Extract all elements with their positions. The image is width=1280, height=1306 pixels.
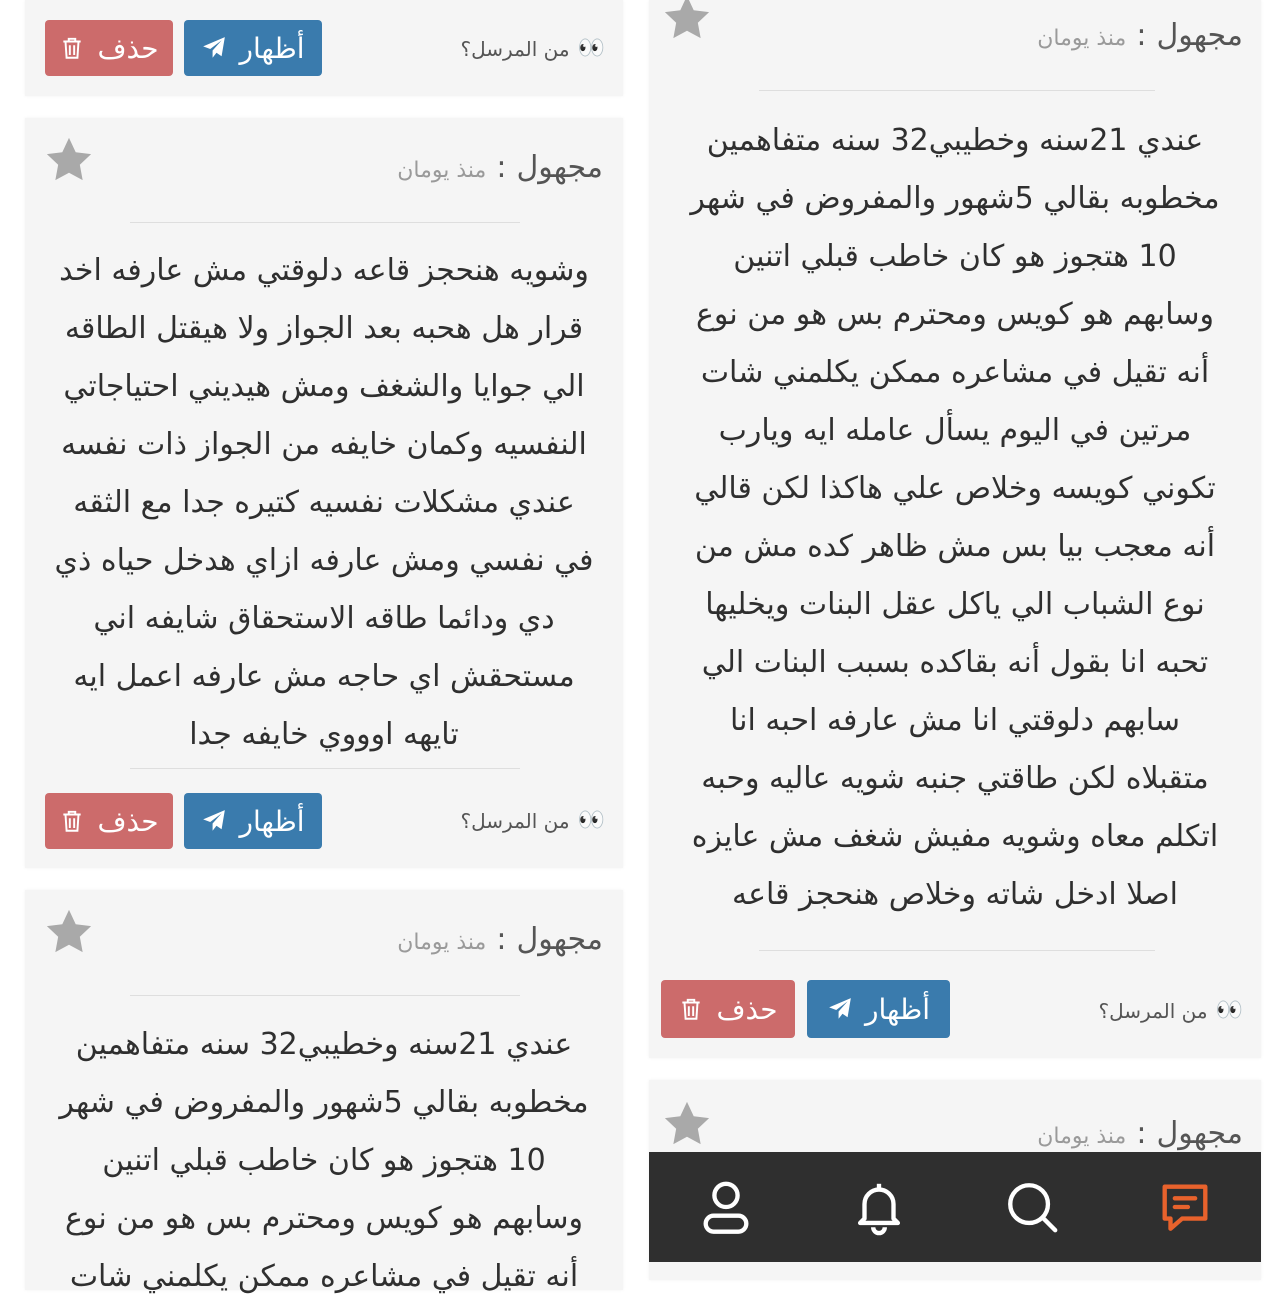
trash-icon bbox=[678, 996, 704, 1022]
sender-question: 👀 من المرسل؟ bbox=[460, 36, 601, 61]
message-header: مجهول : منذ يومان bbox=[1037, 1116, 1243, 1151]
message-text: عندي 21سنه وخطيبي32 سنه متفاهمين مخطوبه بقالي 5شهور والمفروض في شهر 10 هتجوز هو كان خاطب قبلي اتنين وسابهم هو كويس ومحترم بس هو من نوع أنه تقيل في مشاعره ممكن يكلمني شات bbox=[59, 1027, 589, 1294]
left-column bbox=[25, 0, 623, 1294]
sender-question: 👀 من المرسل؟ bbox=[460, 808, 601, 833]
author-name: مجهول bbox=[1156, 1116, 1243, 1151]
send-icon bbox=[827, 996, 853, 1022]
timestamp: منذ يومان bbox=[397, 930, 487, 955]
nav-search[interactable] bbox=[992, 1167, 1072, 1247]
message-card-partial bbox=[25, 0, 623, 96]
timestamp: منذ يومان bbox=[397, 158, 487, 183]
show-sender-button[interactable]: أظهار bbox=[184, 20, 322, 76]
author-name: مجهول bbox=[516, 922, 603, 957]
timestamp: منذ يومان bbox=[1037, 1124, 1127, 1149]
message-text: عندي 21سنه وخطيبي32 سنه متفاهمين مخطوبه بقالي 5شهور والمفروض في شهر 10 هتجوز هو كان خاطب قبلي اتنين وسابهم هو كويس ومحترم بس هو من نوع أنه تقيل في مشاعره ممكن يكلمني شات مرتين في اليوم يسأل عامله ايه ويارب تكوني كويسه وخلاص علي هاكذا لكن قالي أنه معجب بيا بس مش ظاهر كده مش من نوع الشباب الي ياكل عقل البنات ويخليها تحبه انا بقول أنه بقاكده بسبب البنات الي سابهم دلوقتي انا مش عارفه احبه انا متقبلاه لكن طاقتي جنبه شويه عاليه وحبه اتكلم معاه وشويه مفيش شغف مش عايزه اصلا ادخل شاته وخلاص هنحجز قاعه bbox=[690, 123, 1220, 912]
eyes-icon: 👀 bbox=[577, 36, 601, 61]
message-card bbox=[25, 118, 623, 868]
message-text: وشويه هنحجز قاعه دلوقتي مش عارفه اخد قرار هل هحبه بعد الجواز ولا هيقتل الطاقه الي جوايا والشغف ومش هيديني احتياجاتي النفسيه وكمان خايفه من الجواز ذات نفسه عندي مشكلات نفسيه كتيره جدا مع الثقه في نفسي ومش عارفه ازاي هدخل حياه ذي دي ودائما طاقه الاستحقاق شايفه اني مستحقش اي حاجه مش عارفه اعمل ايه تايهه اوووي خايفه جدا bbox=[54, 253, 594, 752]
notifications-icon bbox=[850, 1178, 908, 1236]
send-icon bbox=[201, 35, 227, 61]
messages-icon bbox=[1156, 1178, 1214, 1236]
divider bbox=[130, 995, 520, 996]
message-card bbox=[649, 0, 1261, 1058]
message-header: مجهول : منذ يومان bbox=[397, 922, 603, 957]
author-name: مجهول bbox=[1156, 18, 1243, 53]
right-column bbox=[649, 0, 1261, 1262]
nav-messages[interactable] bbox=[1145, 1167, 1225, 1247]
divider bbox=[130, 768, 520, 769]
profile-icon bbox=[697, 1178, 755, 1236]
delete-button[interactable]: حذف bbox=[661, 980, 795, 1038]
bottom-nav-bar bbox=[649, 1152, 1261, 1262]
eyes-icon: 👀 bbox=[1215, 998, 1239, 1023]
trash-icon bbox=[59, 35, 85, 61]
nav-notifications[interactable] bbox=[839, 1167, 919, 1247]
favorite-star-icon[interactable] bbox=[43, 134, 95, 186]
send-icon bbox=[201, 808, 227, 834]
favorite-star-icon[interactable] bbox=[661, 0, 713, 44]
timestamp: منذ يومان bbox=[1037, 26, 1127, 51]
delete-button[interactable]: حذف bbox=[45, 20, 173, 76]
divider bbox=[130, 222, 520, 223]
delete-button[interactable]: حذف bbox=[45, 793, 173, 849]
message-header: مجهول : منذ يومان bbox=[1037, 18, 1243, 53]
favorite-star-icon[interactable] bbox=[43, 906, 95, 958]
message-header: مجهول : منذ يومان bbox=[397, 150, 603, 185]
eyes-icon: 👀 bbox=[577, 808, 601, 833]
trash-icon bbox=[59, 808, 85, 834]
nav-profile[interactable] bbox=[686, 1167, 766, 1247]
show-sender-button[interactable]: أظهار bbox=[184, 793, 322, 849]
divider bbox=[759, 90, 1155, 91]
message-card bbox=[25, 890, 623, 1294]
divider bbox=[759, 950, 1155, 951]
author-name: مجهول bbox=[516, 150, 603, 185]
search-icon bbox=[1003, 1178, 1061, 1236]
show-sender-button[interactable]: أظهار bbox=[807, 980, 950, 1038]
sender-question: 👀 من المرسل؟ bbox=[1098, 998, 1239, 1023]
favorite-star-icon[interactable] bbox=[661, 1098, 713, 1150]
